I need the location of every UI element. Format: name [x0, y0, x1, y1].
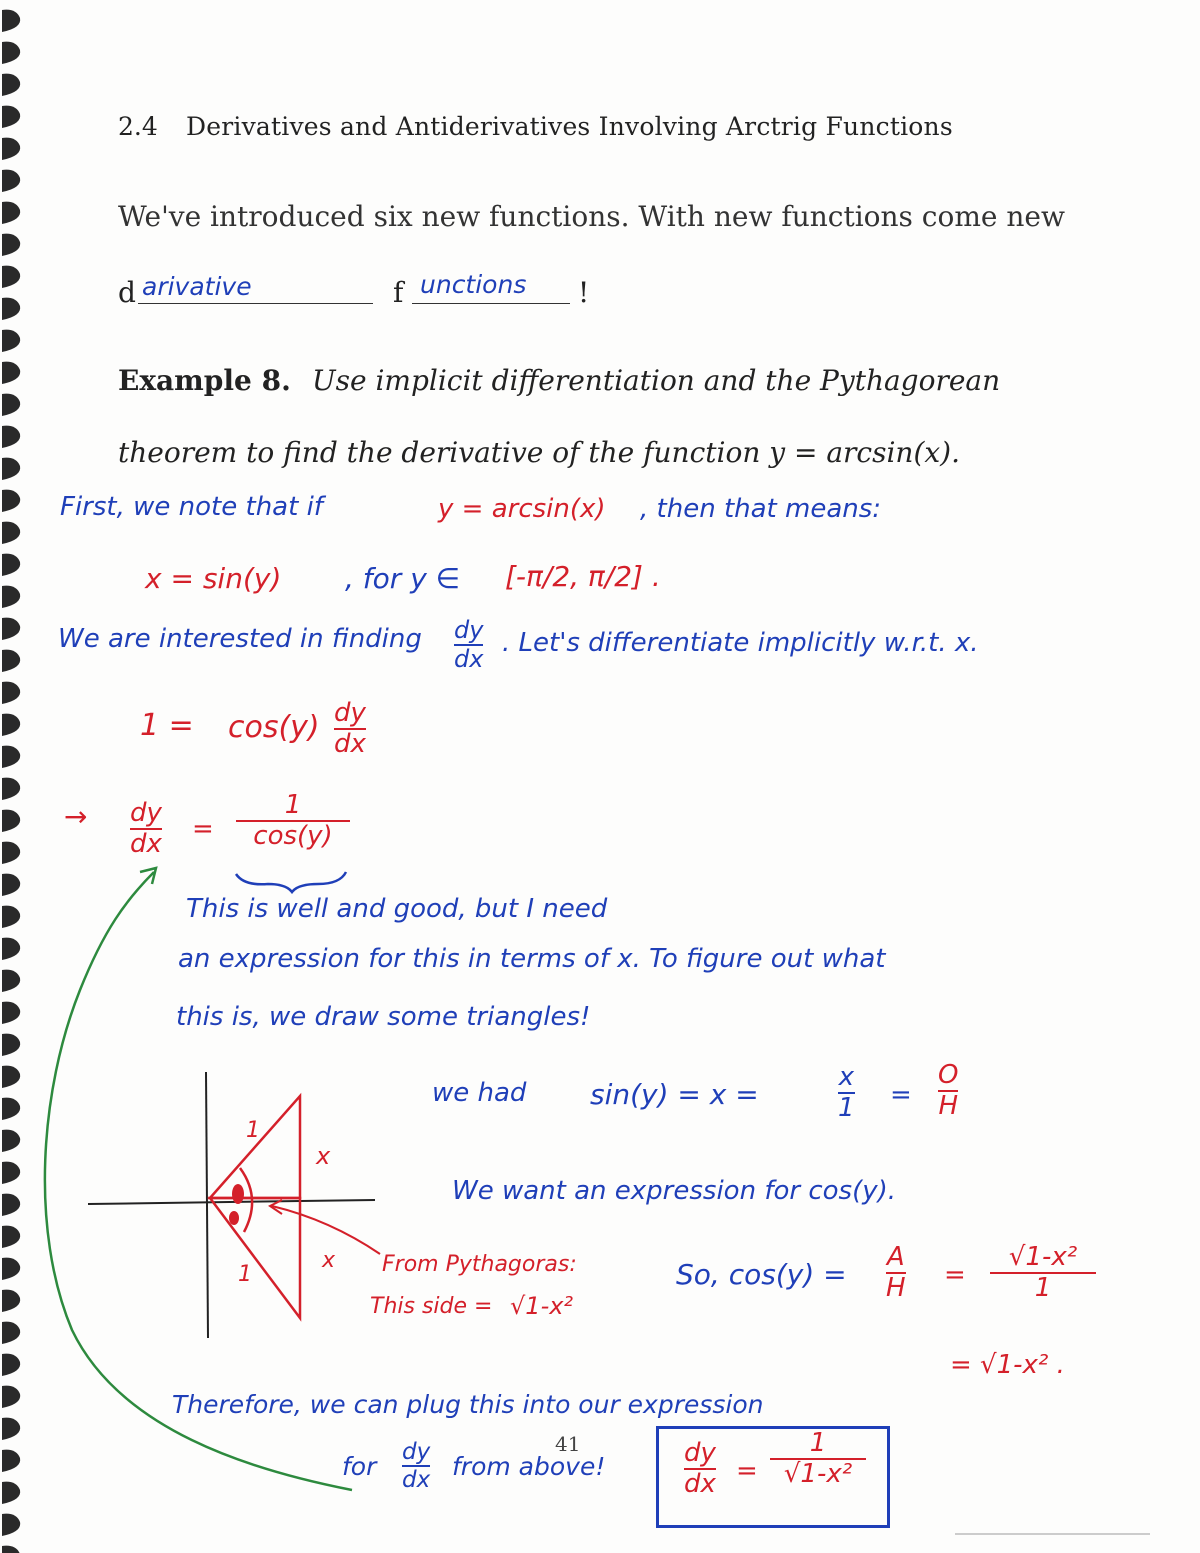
spiral-ring [2, 714, 20, 736]
pythagoras-line-1: From Pythagoras: [382, 1252, 577, 1277]
spiral-ring [2, 1098, 20, 1120]
spiral-ring [2, 1194, 20, 1216]
section-title: Derivatives and Antiderivatives Involving Arctrig Functions [186, 112, 953, 141]
spiral-ring [2, 234, 20, 256]
dydx-fraction-3 [130, 800, 162, 859]
one-text: 1 [809, 1428, 827, 1458]
therefore-line-1: Therefore, we can plug this into our expression [172, 1390, 764, 1419]
pythagoras-pointer [272, 1206, 380, 1254]
spiral-binding [0, 0, 30, 1553]
x-axis [88, 1200, 375, 1204]
spiral-ring [2, 1354, 20, 1376]
dx-text: dx [684, 1469, 716, 1500]
lower-triangle [210, 1198, 300, 1318]
note-arcsin-eq: y = arcsin(x) [438, 494, 606, 524]
spiral-ring [2, 650, 20, 672]
spiral-ring [2, 906, 20, 928]
spiral-ring [2, 138, 20, 160]
spiral-ring [2, 1322, 20, 1344]
spiral-ring [2, 522, 20, 544]
spiral-ring [2, 266, 20, 288]
spiral-ring [2, 1226, 20, 1248]
want-expression: We want an expression for cos(y). [452, 1176, 897, 1206]
upper-triangle [210, 1096, 300, 1198]
spiral-ring [2, 106, 20, 128]
angle-marker-dot-2 [229, 1211, 239, 1225]
dx-text: dx [130, 829, 162, 860]
note-interval: [-π/2, π/2] . [505, 560, 661, 593]
spiral-ring [2, 842, 20, 864]
spiral-ring [2, 1418, 20, 1440]
x-over-one [838, 1064, 855, 1123]
o-text: O [938, 1060, 959, 1090]
spiral-ring [2, 394, 20, 416]
blank2-prefix: f [393, 276, 404, 309]
blank-exclaim: ! [578, 276, 590, 309]
final-dydx [684, 1440, 716, 1499]
note-for-y: , for y ∈ [345, 562, 461, 595]
dy-text: dy [454, 616, 484, 644]
note-first: First, we note that if [60, 492, 323, 522]
page-number: 41 [555, 1432, 581, 1456]
one-text: 1 [1034, 1273, 1052, 1304]
angle-arc [240, 1168, 252, 1232]
arrow-glyph: → [64, 800, 88, 833]
pythagoras-line-2: This side = [370, 1294, 493, 1319]
final-rhs [770, 1430, 866, 1489]
spiral-ring [2, 298, 20, 320]
eq-tail: = √1-x² . [950, 1350, 1065, 1380]
spiral-ring [2, 330, 20, 352]
pythagoras-sqrt: √1-x² [510, 1292, 574, 1320]
blank1-fill: arivative [142, 272, 252, 301]
underbrace [236, 872, 346, 892]
spiral-ring [2, 1162, 20, 1184]
paragraph-line-2: an expression for this in terms of x. To figure out what [178, 944, 886, 974]
triangle-label-x-bottom: x [322, 1248, 336, 1273]
dx-text: dx [402, 1467, 431, 1494]
spiral-ring [2, 586, 20, 608]
spiral-ring [2, 170, 20, 192]
blank2-fill: unctions [420, 270, 527, 299]
intro-line: We've introduced six new functions. With new functions come new [118, 200, 1065, 233]
we-had-eq: sin(y) = x = [590, 1078, 759, 1111]
equals-sign-2: = [890, 1080, 912, 1110]
spiral-ring [2, 778, 20, 800]
spiral-ring [2, 618, 20, 640]
dy-text: dy [402, 1439, 431, 1465]
spiral-ring [2, 426, 20, 448]
y-axis [206, 1072, 208, 1338]
h-text: H [886, 1273, 906, 1304]
paragraph-line-1: This is well and good, but I need [186, 894, 608, 924]
example-label: Example 8. [118, 364, 291, 397]
spiral-ring [2, 1130, 20, 1152]
implicit-lhs: 1 = [140, 708, 194, 743]
sqrt-over-one [990, 1244, 1096, 1303]
blank1-line [138, 303, 373, 304]
so-cos-label: So, cos(y) = [676, 1258, 847, 1291]
spiral-ring [2, 938, 20, 960]
sqrt-text: √1-x² [783, 1459, 853, 1490]
one-text: 1 [838, 1093, 855, 1124]
o-over-h [938, 1062, 958, 1121]
spiral-ring [2, 1066, 20, 1088]
a-over-h [886, 1244, 906, 1303]
spiral-ring [2, 490, 20, 512]
from-above: from above! [452, 1452, 606, 1481]
dydx-fraction-4 [402, 1440, 430, 1492]
triangle-label-1-top: 1 [246, 1118, 260, 1143]
dx-text: dx [454, 645, 484, 674]
spiral-ring [2, 970, 20, 992]
spiral-ring [2, 1258, 20, 1280]
therefore-for: for [342, 1452, 377, 1481]
spiral-ring [2, 458, 20, 480]
spiral-ring [2, 1034, 20, 1056]
dx-text: dx [334, 729, 366, 760]
spiral-ring [2, 1002, 20, 1024]
spiral-ring [2, 362, 20, 384]
spiral-ring [2, 1514, 20, 1536]
dydx-fraction-2 [334, 700, 366, 759]
spiral-ring [2, 1290, 20, 1312]
dydx-fraction-1 [454, 618, 483, 672]
numerator-one: 1 [284, 790, 302, 820]
example-text-1: Use implicit differentiation and the Pythagorean [312, 364, 1001, 397]
dy-text: dy [334, 698, 366, 728]
spiral-ring [2, 1450, 20, 1472]
note-then: , then that means: [640, 494, 882, 524]
spiral-ring [2, 74, 20, 96]
spiral-ring [2, 1546, 20, 1553]
spiral-ring [2, 746, 20, 768]
dy-text: dy [684, 1438, 716, 1468]
spiral-ring [2, 874, 20, 896]
spiral-ring [2, 42, 20, 64]
example-text-2: theorem to find the derivative of the function y = arcsin(x). [118, 436, 960, 469]
final-equals: = [736, 1456, 758, 1486]
spiral-ring [2, 10, 20, 32]
spiral-ring [2, 1482, 20, 1504]
spiral-ring [2, 1386, 20, 1408]
triangle-label-1-bottom: 1 [238, 1262, 252, 1287]
sqrt-text: √1-x² [1008, 1242, 1078, 1272]
pythagoras-pointer-head [270, 1200, 282, 1214]
dy-text: dy [130, 798, 162, 828]
green-arrowhead [140, 868, 156, 884]
blank2-line [412, 303, 570, 304]
note-lets-diff: . Let's differentiate implicitly w.r.t. x. [502, 628, 979, 658]
blank1-prefix: d [118, 276, 136, 309]
spiral-ring [2, 682, 20, 704]
triangle-label-x-top: x [316, 1142, 331, 1170]
paragraph-line-3: this is, we draw some triangles! [176, 1002, 591, 1032]
denominator-cos: cos(y) [253, 821, 333, 852]
equals-sign-3: = [944, 1260, 966, 1290]
spiral-ring [2, 810, 20, 832]
angle-marker-dot [232, 1184, 244, 1204]
equals-sign: = [192, 814, 214, 844]
x-text: x [838, 1062, 854, 1092]
h-text: H [938, 1091, 959, 1122]
spiral-ring [2, 554, 20, 576]
spiral-ring [2, 202, 20, 224]
section-number: 2.4 [118, 112, 158, 141]
one-over-cos [236, 792, 350, 851]
we-had-label: we had [432, 1078, 527, 1108]
implicit-cos: cos(y) [228, 710, 320, 745]
note-sin-eq: x = sin(y) [145, 562, 282, 595]
note-interested: We are interested in finding [58, 624, 422, 654]
a-text: A [886, 1242, 905, 1272]
